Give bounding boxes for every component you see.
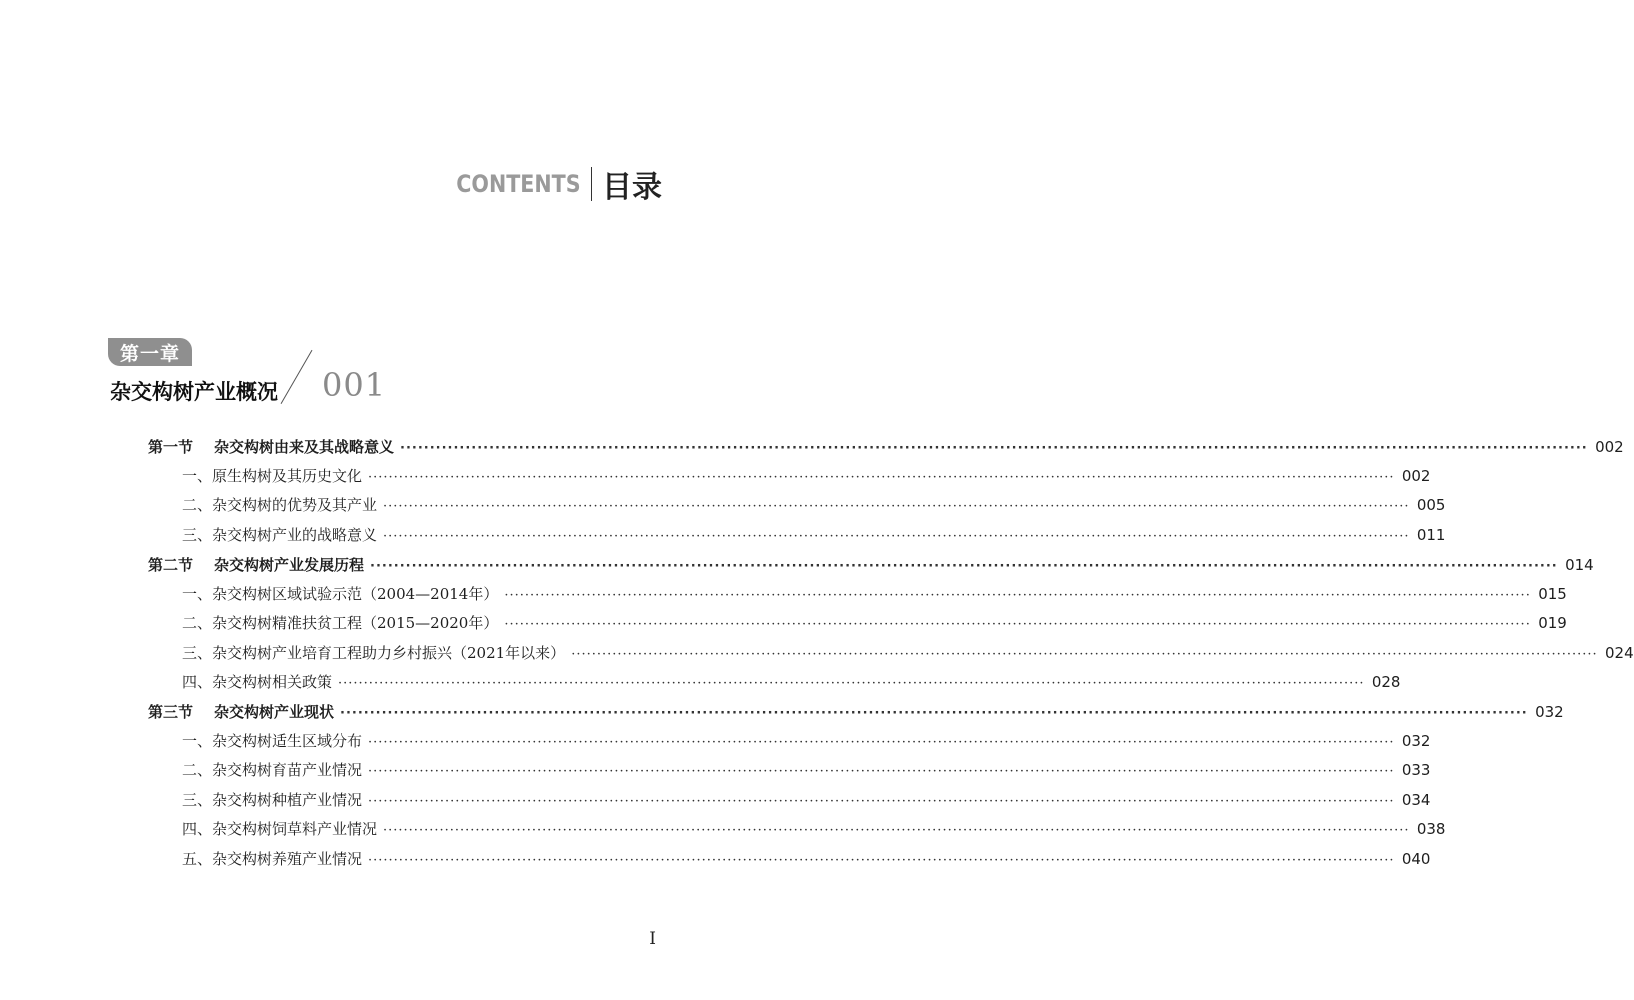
section-title: 杂交构树产业现状 — [214, 703, 335, 721]
item-label: 二、杂交构树精准扶贫工程（2015—2020年） — [182, 614, 499, 632]
item-page: 011 — [1416, 526, 1446, 544]
section-title: 杂交构树由来及其战略意义 — [214, 438, 395, 456]
chapter-badge: 第一章 — [108, 338, 192, 366]
item-page: 019 — [1538, 614, 1567, 632]
toc-item[interactable] — [182, 817, 1446, 841]
toc-item[interactable] — [182, 641, 1634, 665]
item-page: 033 — [1401, 761, 1431, 779]
dot-leader: ········································································································································································································ — [368, 735, 1395, 750]
dot-leader: ········································································································································································································ — [368, 470, 1395, 485]
dot-leader: ········································································································································································································ — [368, 853, 1395, 868]
toc-item[interactable] — [182, 788, 1431, 812]
dot-leader: ········································································································································································································ — [571, 647, 1598, 662]
item-label: 二、杂交构树育苗产业情况 — [182, 761, 363, 779]
item-label: 五、杂交构树养殖产业情况 — [182, 850, 363, 868]
section-number: 第二节 — [148, 556, 194, 574]
item-label: 一、杂交构树适生区域分布 — [182, 732, 363, 750]
header-divider — [591, 167, 593, 201]
toc-item[interactable] — [182, 493, 1446, 517]
item-label: 一、原生构树及其历史文化 — [182, 467, 363, 485]
toc-item[interactable] — [182, 847, 1431, 871]
dot-leader: ········································································································································································································ — [400, 441, 1588, 456]
dot-leader: ········································································································································································································ — [383, 529, 1410, 544]
dot-leader: ········································································································································································································ — [340, 706, 1528, 721]
section-number: 第三节 — [148, 703, 194, 721]
item-page: 028 — [1371, 673, 1401, 691]
dot-leader: ········································································································································································································ — [368, 764, 1395, 779]
contents-header — [436, 162, 662, 206]
toc-section-1[interactable] — [148, 435, 1624, 459]
dot-leader: ········································································································································································································ — [370, 559, 1558, 574]
section-number: 第一节 — [148, 438, 194, 456]
item-label: 四、杂交构树相关政策 — [182, 673, 333, 691]
section-page: 014 — [1565, 556, 1594, 574]
toc-item[interactable] — [182, 464, 1431, 488]
item-page: 024 — [1605, 644, 1634, 662]
item-page: 002 — [1401, 467, 1431, 485]
folio-page-number: I — [649, 929, 656, 949]
toc-section-3[interactable] — [148, 700, 1564, 724]
item-label: 二、杂交构树的优势及其产业 — [182, 496, 378, 514]
item-page: 034 — [1401, 791, 1431, 809]
dot-leader: ········································································································································································································ — [383, 499, 1410, 514]
item-page: 040 — [1401, 850, 1431, 868]
item-label: 三、杂交构树产业培育工程助力乡村振兴（2021年以来） — [182, 644, 566, 662]
item-label: 四、杂交构树饲草料产业情况 — [182, 820, 378, 838]
item-page: 032 — [1401, 732, 1431, 750]
chapter-title[interactable]: 杂交构树产业概况 — [110, 379, 278, 404]
section-page: 002 — [1595, 438, 1624, 456]
item-page: 038 — [1416, 820, 1446, 838]
item-label: 三、杂交构树种植产业情况 — [182, 791, 363, 809]
dot-leader: ········································································································································································································ — [338, 676, 1365, 691]
toc-item[interactable] — [182, 729, 1431, 753]
dot-leader: ········································································································································································································ — [504, 617, 1531, 632]
item-page: 005 — [1416, 496, 1446, 514]
dot-leader: ········································································································································································································ — [504, 588, 1531, 603]
toc-item[interactable] — [182, 611, 1567, 635]
toc-item[interactable] — [182, 670, 1401, 694]
dot-leader: ········································································································································································································ — [383, 823, 1410, 838]
item-label: 一、杂交构树区域试验示范（2004—2014年） — [182, 585, 499, 603]
toc-item[interactable] — [182, 758, 1431, 782]
contents-label: CONTENTS — [456, 170, 581, 198]
toc-item[interactable] — [182, 523, 1446, 547]
section-page: 032 — [1535, 703, 1564, 721]
section-title: 杂交构树产业发展历程 — [214, 556, 365, 574]
item-label: 三、杂交构树产业的战略意义 — [182, 526, 378, 544]
chapter-page-number: 001 — [322, 366, 387, 404]
dot-leader: ········································································································································································································ — [368, 794, 1395, 809]
toc-section-2[interactable] — [148, 553, 1594, 577]
page-title: 目录 — [602, 170, 662, 205]
toc-item[interactable] — [182, 582, 1567, 606]
chapter-slash-divider — [281, 350, 313, 404]
item-page: 015 — [1538, 585, 1567, 603]
